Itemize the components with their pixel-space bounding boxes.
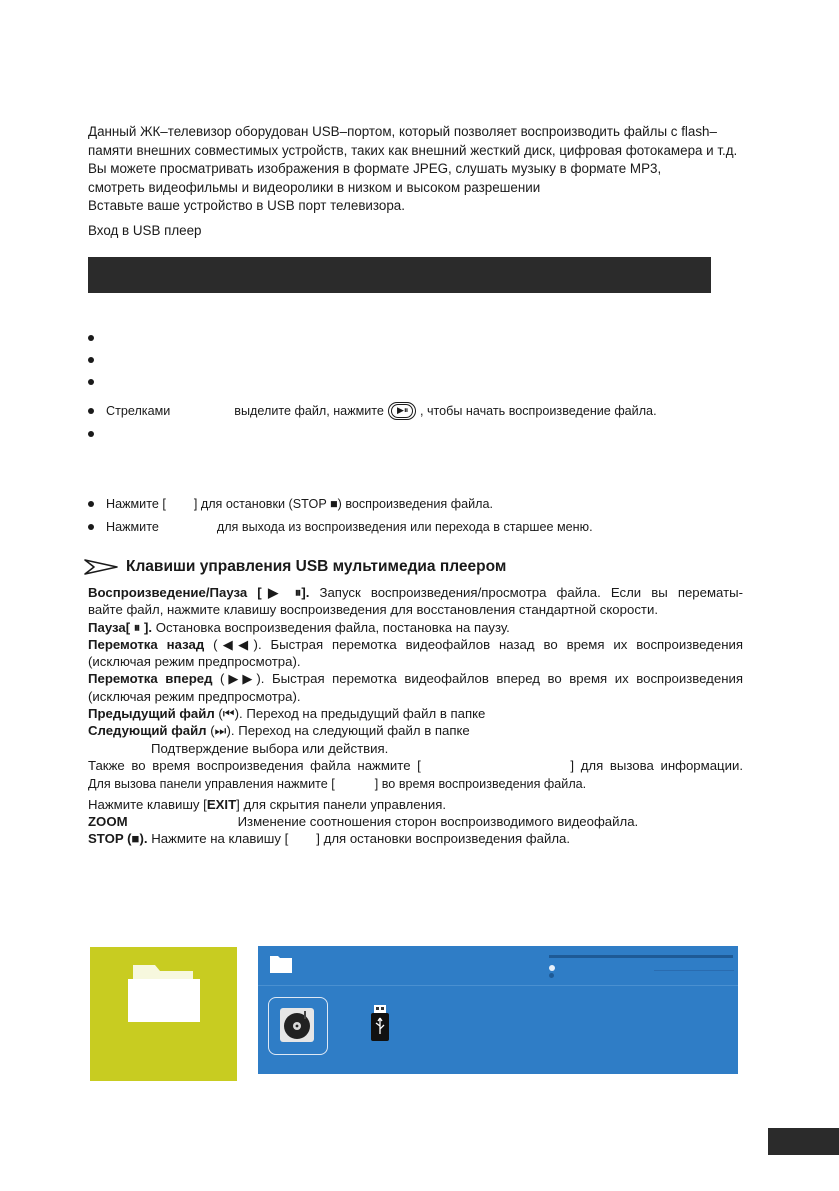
info-pre: Также во время воспроизведения файла нажмите [ — [88, 757, 421, 773]
ok-text: Подтверждение выбора или действия. — [151, 740, 389, 756]
progress-line — [549, 955, 733, 958]
exit-pre: Нажмите клавишу [ — [88, 796, 207, 812]
bullet-exit — [88, 520, 593, 534]
divider-line — [654, 970, 734, 971]
bullet-dot — [88, 431, 94, 437]
bullet-3 — [88, 379, 106, 385]
prev-file-line — [88, 705, 743, 722]
next-file-label: Следующий файл — [88, 723, 207, 739]
exit-pre-text: Нажмите — [106, 520, 159, 534]
usb-player-entry: Вход в USB плеер — [88, 223, 202, 238]
folder-icon — [127, 961, 201, 1023]
intro-line-4: смотреть видеофильмы и видеоролики в низком и высоком разрешении — [88, 179, 541, 195]
pause-label: Пауза[ ⏸ ]. — [88, 619, 153, 635]
panel-post: ] во время воспроизведения файла. — [374, 777, 587, 792]
pause-text: Остановка воспроизведения файла, постановка на паузу. — [155, 619, 510, 635]
exit-post-text: для выхода из воспроизведения или перехода в старшее меню. — [216, 520, 593, 534]
info-post: ] для вызова информации. — [570, 757, 743, 773]
intro-line-3: Вы можете просматривать изображения в формате JPEG, слушать музыку в формате MP3, — [88, 161, 662, 176]
bullet-stop — [88, 497, 493, 511]
exit-key: EXIT — [206, 796, 237, 812]
rewind-icon: (◀◀). — [213, 636, 262, 652]
bullet-dot — [88, 501, 94, 507]
forward-label: Перемотка вперед — [88, 671, 213, 687]
section-bar — [88, 257, 711, 293]
prev-file-label: Предыдущий файл — [88, 706, 215, 722]
stop-label: STOP (■). — [88, 831, 148, 847]
usb-drive-icon[interactable] — [370, 1005, 390, 1041]
select-file-text: выделите файл, нажмите — [234, 404, 384, 418]
bullet-select-file — [88, 402, 657, 420]
panel-line — [88, 776, 743, 793]
stop-post: ] для остановки воспроизведения файла. — [316, 831, 571, 847]
music-tile[interactable] — [268, 997, 328, 1055]
next-file-text: (⏭). Переход на следующий файл в папке — [210, 723, 470, 739]
stop-post-text: ] для остановки (STOP ■) воспроизведения файла. — [193, 497, 493, 511]
page-number-tab — [768, 1128, 839, 1155]
bullet-dot — [88, 524, 94, 530]
stop-line — [88, 830, 743, 847]
controls-list — [88, 584, 743, 847]
intro-line-2: памяти внешних совместимых устройств, таких как внешний жесткий диск, цифровая фотокамера и т.д. — [88, 142, 738, 158]
indicator-dot — [549, 973, 554, 978]
play-pause-line — [88, 584, 743, 601]
info-line — [88, 757, 743, 774]
forward-icon: (▶▶). — [220, 671, 265, 687]
vinyl-record-icon — [280, 1008, 314, 1042]
rewind-text: Быстрая перемотка видеофайлов назад во время их воспроизведения — [270, 636, 743, 652]
prev-file-text: (⏮). Переход на предыдущий файл в папке — [218, 706, 486, 722]
arrows-text: Стрелками — [106, 404, 171, 418]
rewind-note: (исключая режим предпросмотра). — [88, 654, 301, 670]
bullet-dot — [88, 335, 94, 341]
forward-text: Быстрая перемотка видеофайлов вперед во время их воспроизведения — [272, 671, 743, 687]
indicator-dot — [549, 965, 555, 971]
exit-post: ] для скрытия панели управления. — [236, 796, 447, 812]
intro-line-1: Данный ЖК–телевизор оборудован USB–портом, который позволяет воспроизводить файлы с flash– — [88, 124, 717, 139]
play-pause-text: Запуск воспроизведения/просмотра файла. Если вы перематы- — [319, 585, 743, 600]
arrow-icon — [84, 559, 118, 575]
usb-browser-panel — [258, 946, 738, 1074]
ok-line — [88, 740, 743, 757]
folder-icon — [269, 954, 293, 974]
stop-pre: Нажмите на клавишу [ — [151, 831, 289, 847]
section-heading — [84, 558, 506, 576]
folder-tile[interactable] — [90, 947, 237, 1081]
next-file-line — [88, 722, 743, 739]
rewind-line — [88, 636, 743, 653]
play-pause-icon: ▶⏸ — [388, 402, 416, 420]
bullet-5 — [88, 431, 106, 437]
panel-pre: Для вызова панели управления нажмите [ — [88, 777, 335, 792]
panel-divider — [258, 985, 738, 986]
bullet-2 — [88, 357, 106, 363]
pause-line — [88, 619, 743, 636]
bullet-dot — [88, 357, 94, 363]
intro-line-5: Вставьте ваше устройство в USB порт телевизора. — [88, 198, 405, 213]
zoom-label: ZOOM — [88, 813, 128, 829]
start-playback-text: , чтобы начать воспроизведение файла. — [419, 404, 657, 418]
forward-note: (исключая режим предпросмотра). — [88, 688, 301, 704]
bullet-dot — [88, 379, 94, 385]
forward-line — [88, 670, 743, 687]
bullet-1 — [88, 335, 106, 341]
section-heading-text: Клавиши управления USB мультимедиа плеером — [126, 558, 507, 575]
play-pause-label: Воспроизведение/Пауза [▶ ⏸]. — [88, 585, 310, 600]
zoom-text: Изменение соотношения сторон воспроизводимого видеофайла. — [237, 813, 639, 829]
exit-line — [88, 796, 743, 813]
intro-text — [88, 123, 737, 216]
play-pause-line-2: вайте файл, нажмите клавишу воспроизведения для восстановления стандартной скорости. — [88, 602, 658, 618]
zoom-line — [88, 813, 743, 830]
rewind-label: Перемотка назад — [88, 636, 205, 652]
stop-pre-text: Нажмите [ — [106, 497, 166, 511]
bullet-dot — [88, 408, 94, 414]
